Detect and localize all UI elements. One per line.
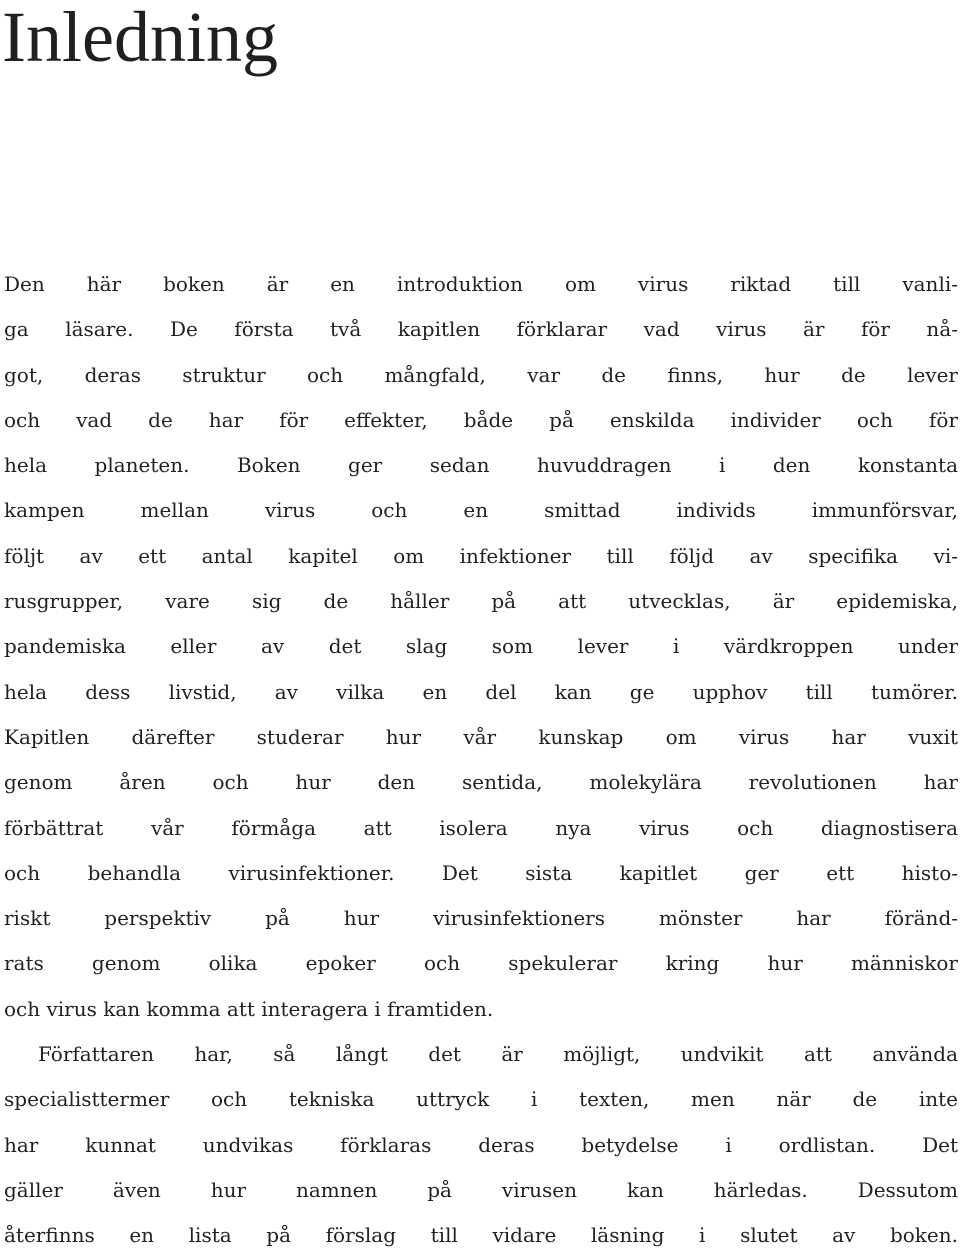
- text-line: återfinns en lista på förslag till vidare läsning i slutet av boken.: [4, 1223, 958, 1248]
- chapter-title: Inledning: [2, 0, 278, 77]
- text-line: och vad de har för effekter, både på enskilda individer och för: [4, 407, 958, 432]
- text-line: got, deras struktur och mångfald, var de finns, hur de lever: [4, 362, 958, 387]
- text-line: hela dess livstid, av vilka en del kan ge upphov till tumörer.: [4, 679, 958, 704]
- text-line: gäller även hur namnen på virusen kan härledas. Dessutom: [4, 1177, 958, 1202]
- text-line: hela planeten. Boken ger sedan huvuddragen i den konstanta: [4, 453, 958, 478]
- paragraph-1: [0, 262, 960, 1032]
- text-line: har kunnat undvikas förklaras deras betydelse i ordlistan. Det: [4, 1132, 958, 1157]
- paragraph-2: [0, 1032, 960, 1258]
- text-line: rusgrupper, vare sig de håller på att utvecklas, är epidemiska,: [4, 589, 958, 614]
- text-line: och virus kan komma att interagera i framtiden.: [4, 996, 494, 1021]
- text-line: Författaren har, så långt det är möjligt, undvikit att använda: [38, 1042, 958, 1067]
- text-line: pandemiska eller av det slag som lever i värdkroppen under: [4, 634, 958, 659]
- text-line: specialisttermer och tekniska uttryck i texten, men när de inte: [4, 1087, 958, 1112]
- body-text: [0, 262, 960, 1259]
- text-line: förbättrat vår förmåga att isolera nya virus och diagnostisera: [4, 815, 958, 840]
- text-line: kampen mellan virus och en smittad individs immunförsvar,: [4, 498, 958, 523]
- text-line: Kapitlen därefter studerar hur vår kunskap om virus har vuxit: [4, 724, 958, 749]
- text-line: Den här boken är en introduktion om virus riktad till vanli-: [4, 272, 958, 296]
- text-line: följt av ett antal kapitel om infektioner till följd av specifika vi-: [4, 543, 958, 568]
- text-line: ga läsare. De första två kapitlen förklarar vad virus är för nå-: [4, 317, 958, 342]
- text-line: genom åren och hur den sentida, molekylära revolutionen har: [4, 770, 958, 795]
- text-line: rats genom olika epoker och spekulerar kring hur människor: [4, 951, 958, 976]
- text-line: och behandla virusinfektioner. Det sista kapitlet ger ett histo-: [4, 860, 958, 885]
- text-line: riskt perspektiv på hur virusinfektioners mönster har föränd-: [4, 906, 958, 931]
